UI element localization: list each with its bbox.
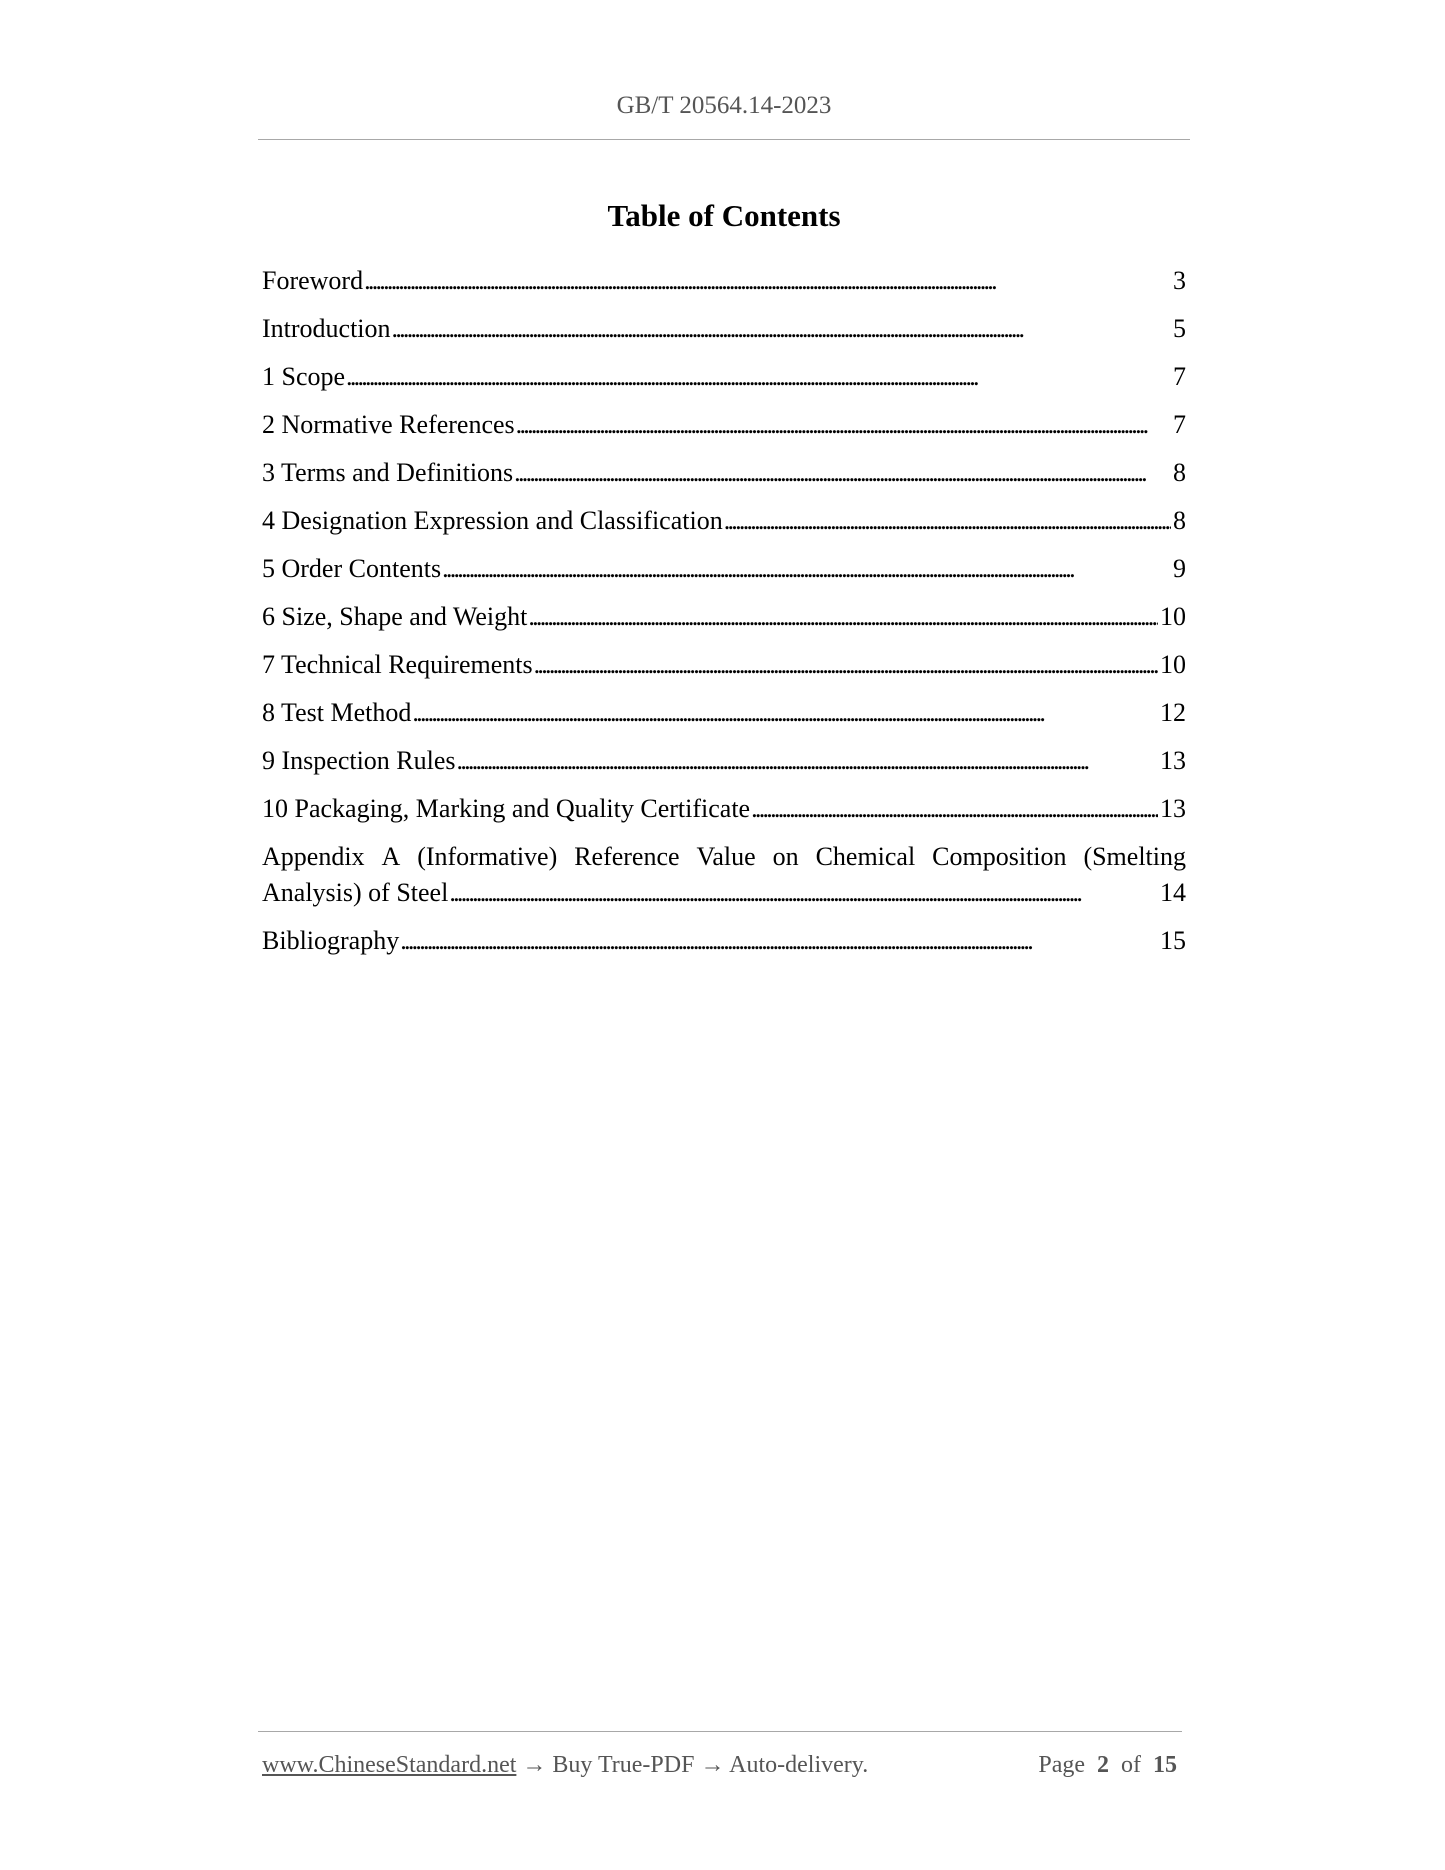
toc-title: Table of Contents xyxy=(607,198,841,233)
toc-word: (Informative) xyxy=(417,842,558,871)
toc-entry-page: 3 xyxy=(1173,266,1186,295)
toc-entry-label: 3 Terms and Definitions xyxy=(262,458,514,487)
toc-entry-normative-references[interactable] xyxy=(262,407,1186,455)
dot-leader xyxy=(457,743,1158,779)
toc-entry-page: 8 xyxy=(1173,506,1186,535)
toc-entry-label: 6 Size, Shape and Weight xyxy=(262,602,528,631)
toc-word: on xyxy=(772,842,799,871)
toc-entry-label-line2 xyxy=(262,875,1186,911)
toc-entry-page: 7 xyxy=(1173,410,1186,439)
toc-entry-technical-requirements[interactable] xyxy=(262,647,1186,695)
toc-entry-label: 5 Order Contents xyxy=(262,554,442,583)
toc-entry-label: 9 Inspection Rules xyxy=(262,746,456,775)
toc-entry-label: Foreword xyxy=(262,266,364,295)
toc-word: Value xyxy=(696,842,756,871)
toc-entry-introduction[interactable] xyxy=(262,311,1186,359)
header-divider xyxy=(258,139,1190,140)
toc-entry-packaging-marking[interactable] xyxy=(262,791,1186,839)
toc-entry-label: Introduction xyxy=(262,314,391,343)
dot-leader xyxy=(400,923,1158,959)
toc-entry-appendix-a[interactable] xyxy=(262,839,1186,911)
toc-entry-label: 1 Scope xyxy=(262,362,346,391)
toc-entry-label: Analysis) of Steel xyxy=(262,878,449,907)
toc-entry-label-line1 xyxy=(262,839,1186,875)
toc-word: A xyxy=(381,842,401,871)
site-link[interactable]: www.ChineseStandard.net xyxy=(262,1752,517,1778)
dot-leader xyxy=(364,263,1171,299)
page-word: Page xyxy=(1038,1752,1085,1778)
toc-entry-order-contents[interactable] xyxy=(262,551,1186,599)
toc-entry-page: 10 xyxy=(1160,650,1186,679)
dot-leader xyxy=(534,647,1158,683)
dot-leader xyxy=(442,551,1171,587)
dot-leader xyxy=(412,695,1158,731)
toc-entry-page: 13 xyxy=(1160,794,1186,823)
toc-entry-page: 10 xyxy=(1160,602,1186,631)
toc-entry-foreword[interactable] xyxy=(262,263,1186,311)
dot-leader xyxy=(346,359,1171,395)
toc-word: Chemical xyxy=(815,842,916,871)
footer-promo xyxy=(262,1752,868,1779)
toc-entry-terms-and-definitions[interactable] xyxy=(262,455,1186,503)
toc-entry-page: 13 xyxy=(1160,746,1186,775)
toc-entry-label: 2 Normative References xyxy=(262,410,515,439)
toc-entry-page: 8 xyxy=(1173,458,1186,487)
toc-word: (Smelting xyxy=(1083,842,1186,871)
toc-entry-page: 7 xyxy=(1173,362,1186,391)
toc-entry-page: 12 xyxy=(1160,698,1186,727)
dot-leader xyxy=(449,875,1158,911)
page-counter xyxy=(1038,1752,1177,1779)
current-page-number: 2 xyxy=(1097,1752,1109,1778)
toc-word: Appendix xyxy=(262,842,365,871)
dot-leader xyxy=(528,599,1158,635)
toc-list xyxy=(262,263,1186,971)
toc-entry-label: 10 Packaging, Marking and Quality Certificate xyxy=(262,794,751,823)
toc-word: Reference xyxy=(574,842,680,871)
dot-leader xyxy=(724,503,1171,539)
buy-true-pdf-text: Buy True-PDF xyxy=(552,1752,695,1778)
total-pages-number: 15 xyxy=(1153,1752,1177,1778)
dot-leader xyxy=(514,455,1171,491)
footer-divider xyxy=(258,1731,1182,1732)
dot-leader xyxy=(392,311,1171,347)
toc-entry-label: 8 Test Method xyxy=(262,698,412,727)
of-word: of xyxy=(1121,1752,1141,1778)
auto-delivery-text: Auto-delivery. xyxy=(729,1752,869,1778)
toc-entry-label: Bibliography xyxy=(262,926,400,955)
arrow-right-icon: → xyxy=(522,1752,547,1778)
document-code-header: GB/T 20564.14-2023 xyxy=(616,92,832,119)
toc-entry-label: 4 Designation Expression and Classification xyxy=(262,506,723,535)
arrow-right-icon: → xyxy=(700,1752,725,1778)
toc-entry-inspection-rules[interactable] xyxy=(262,743,1186,791)
toc-entry-designation-expression[interactable] xyxy=(262,503,1186,551)
dot-leader xyxy=(751,791,1158,827)
toc-entry-scope[interactable] xyxy=(262,359,1186,407)
toc-entry-page: 14 xyxy=(1160,878,1186,907)
toc-entry-page: 9 xyxy=(1173,554,1186,583)
toc-entry-label: 7 Technical Requirements xyxy=(262,650,533,679)
toc-word: Composition xyxy=(932,842,1067,871)
toc-entry-page: 5 xyxy=(1173,314,1186,343)
toc-entry-bibliography[interactable] xyxy=(262,923,1186,971)
toc-entry-test-method[interactable] xyxy=(262,695,1186,743)
toc-entry-page: 15 xyxy=(1160,926,1186,955)
dot-leader xyxy=(516,407,1171,443)
toc-entry-size-shape-weight[interactable] xyxy=(262,599,1186,647)
